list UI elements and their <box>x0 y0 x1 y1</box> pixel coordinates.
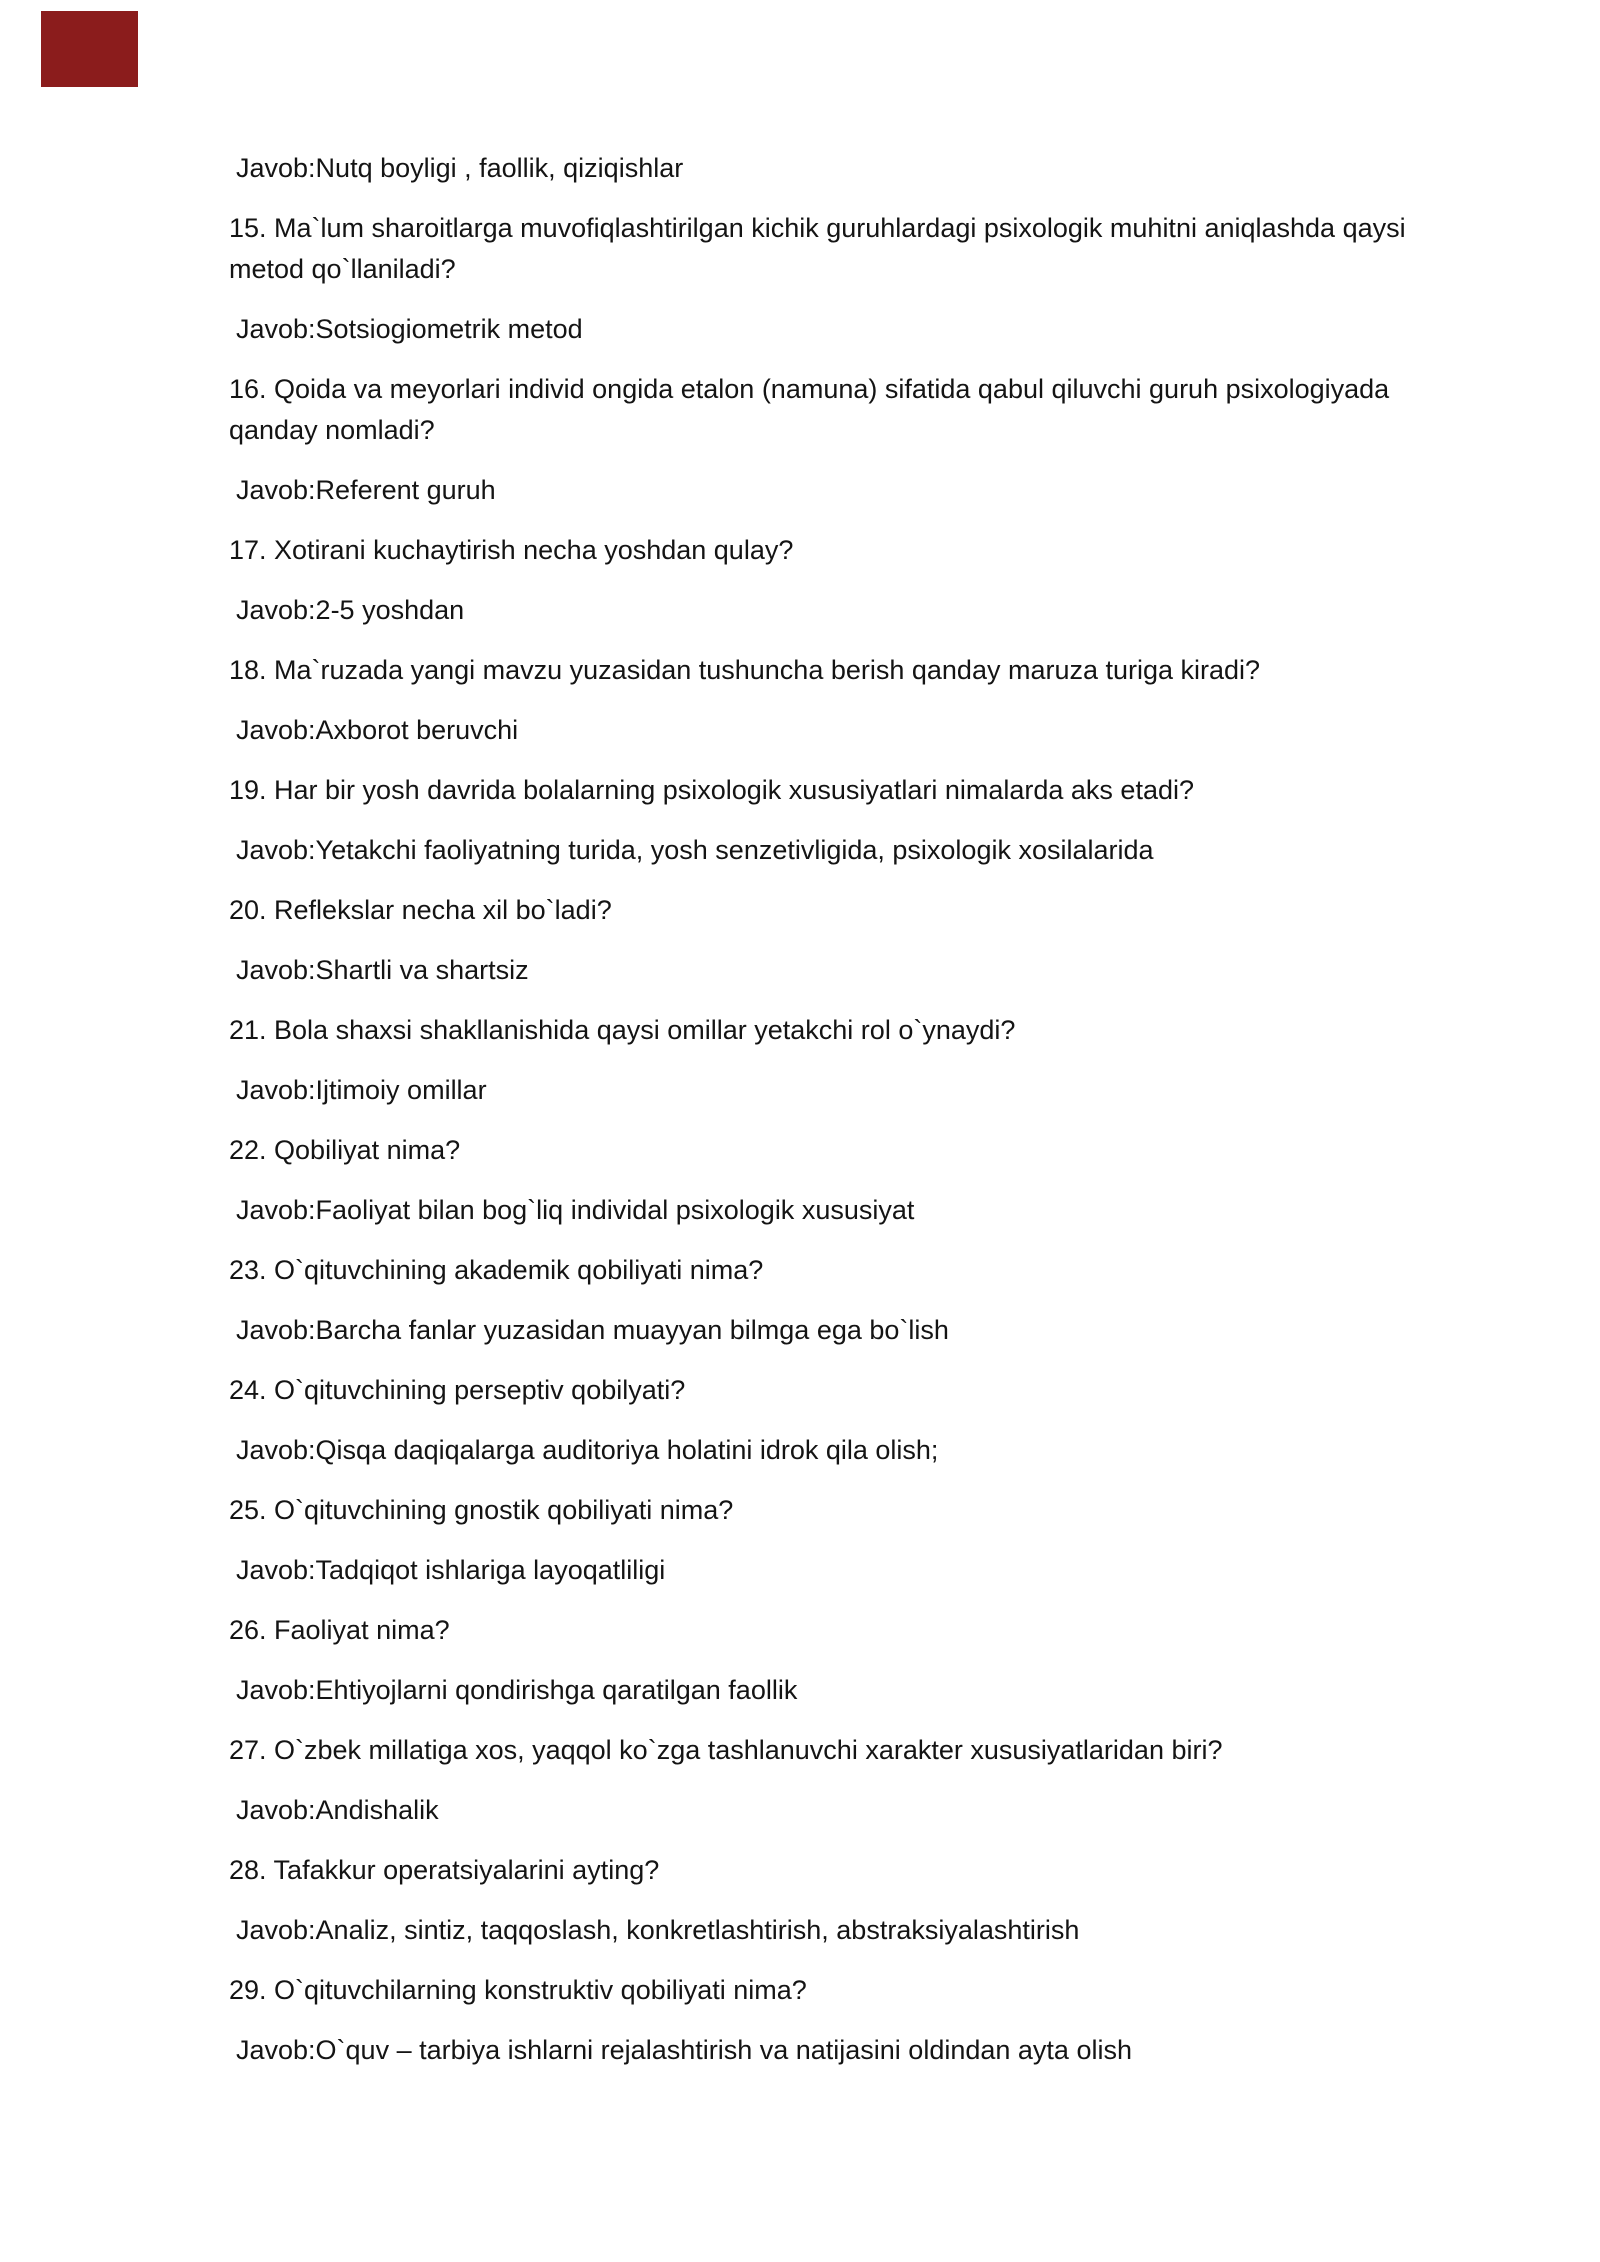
red-marker <box>41 11 138 87</box>
question-text: 21. Bola shaxsi shakllanishida qaysi omillar yetakchi rol o`ynaydi? <box>229 1015 1016 1045</box>
question-text: 22. Qobiliyat nima? <box>229 1135 461 1165</box>
qa-list <box>229 148 1434 2090</box>
answer-text: Javob:Yetakchi faoliyatning turida, yosh senzetivligida, psixologik xosilalarida <box>236 835 1154 865</box>
answer-text: Javob:Andishalik <box>236 1795 439 1825</box>
question-text: 24. O`qituvchining perseptiv qobilyati? <box>229 1375 686 1405</box>
answer-text: Javob:Sotsiogiometrik metod <box>236 314 583 344</box>
answer-text: Javob:Qisqa daqiqalarga auditoriya holatini idrok qila olish; <box>236 1435 939 1465</box>
answer-text: Javob:Analiz, sintiz, taqqoslash, konkretlashtirish, abstraksiyalashtirish <box>236 1915 1080 1945</box>
question-text: 16. Qoida va meyorlari individ ongida etalon (namuna) sifatida qabul qiluvchi guruh psixologiyada qanday nomladi? <box>229 374 1390 445</box>
question-text: 19. Har bir yosh davrida bolalarning psixologik xususiyatlari nimalarda aks etadi? <box>229 775 1194 805</box>
question-text: 17. Xotirani kuchaytirish necha yoshdan qulay? <box>229 535 794 565</box>
question-text: 29. O`qituvchilarning konstruktiv qobiliyati nima? <box>229 1975 807 2005</box>
answer-text: Javob:2-5 yoshdan <box>236 595 465 625</box>
question-text: 23. O`qituvchining akademik qobiliyati nima? <box>229 1255 764 1285</box>
answer-text: Javob:Referent guruh <box>236 475 496 505</box>
question-text: 20. Reflekslar necha xil bo`ladi? <box>229 895 612 925</box>
answer-text: Javob:Ehtiyojlarni qondirishga qaratilgan faollik <box>236 1675 798 1705</box>
answer-text: Javob:Barcha fanlar yuzasidan muayyan bilmga ega bo`lish <box>236 1315 949 1345</box>
answer-text: Javob:Shartli va shartsiz <box>236 955 529 985</box>
question-text: 18. Ma`ruzada yangi mavzu yuzasidan tushuncha berish qanday maruza turiga kiradi? <box>229 655 1261 685</box>
question-text: 28. Tafakkur operatsiyalarini ayting? <box>229 1855 660 1885</box>
answer-text: Javob:O`quv – tarbiya ishlarni rejalashtirish va natijasini oldindan ayta olish <box>236 2035 1132 2065</box>
answer-text: Javob:Ijtimoiy omillar <box>236 1075 487 1105</box>
answer-text: Javob:Axborot beruvchi <box>236 715 519 745</box>
answer-text: Javob:Tadqiqot ishlariga layoqatliligi <box>236 1555 666 1585</box>
question-text: 25. O`qituvchining gnostik qobiliyati nima? <box>229 1495 734 1525</box>
question-text: 15. Ma`lum sharoitlarga muvofiqlashtirilgan kichik guruhlardagi psixologik muhitni aniqlashda qaysi metod qo`llaniladi? <box>229 213 1406 284</box>
question-text: 27. O`zbek millatiga xos, yaqqol ko`zga tashlanuvchi xarakter xususiyatlaridan biri? <box>229 1735 1223 1765</box>
leading-answer-text: Javob:Nutq boyligi , faollik, qiziqishlar <box>236 153 684 183</box>
answer-text: Javob:Faoliyat bilan bog`liq individal psixologik xususiyat <box>236 1195 915 1225</box>
question-text: 26. Faoliyat nima? <box>229 1615 450 1645</box>
